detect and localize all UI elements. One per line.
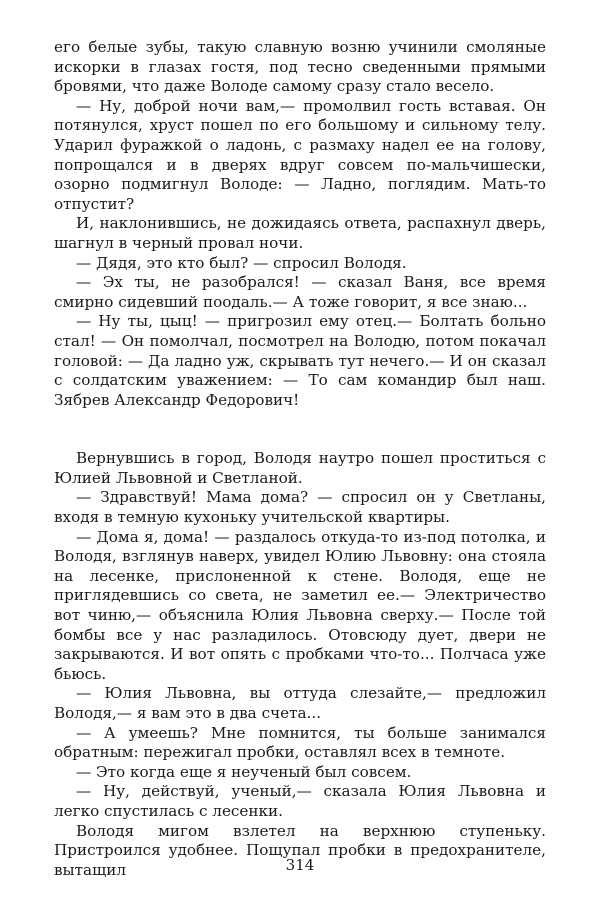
paragraph: И, наклонившись, не дожидаясь ответа, распахнул дверь, шагнул в черный провал ночи. xyxy=(54,214,546,252)
paragraph: — Ну, действуй, ученый,— сказала Юлия Львовна и легко спустилась с лесенки. xyxy=(54,782,546,820)
section-2 xyxy=(54,449,546,880)
paragraph: — А умеешь? Мне помнится, ты больше занимался обратным: пережигал пробки, оставлял всех в темноте. xyxy=(54,723,546,762)
paragraph: — Дома я, дома! — раздалось откуда-то из-под потолка, и Володя, взглянув наверх, увидел Юлию Львовну: она стояла на лесенке, прислоненной к стене. Володя, еще не приглядевшись со света, не заметил ее.— Электричество вот чиню,— объяснила Юлия Львовна сверху.— После той бомбы все у нас разладилось. Отовсюду дует, двери не закрываются. И вот опять с пробками что-то... Полчаса уже бьюсь. xyxy=(54,527,546,683)
paragraph: — Здравствуй! Мама дома? — спросил он у Светланы, входя в темную кухоньку учительской квартиры. xyxy=(54,488,546,527)
paragraph: Володя мигом взлетел на верхнюю ступеньку. Пристроился удобнее. Пощупал пробки в предохранителе, вытащил xyxy=(54,821,546,879)
paragraph: — Ну, доброй ночи вам,— промолвил гость вставая. Он потянулся, хруст пошел по его большому и сильному телу. Ударил фуражкой о ладонь, с размаху надел ее на голову, попрощался и в дверях вдруг совсем по-мальчишески, озорно подмигнул Володе: — Ладно, поглядим. Мать-то отпустит? xyxy=(54,96,546,213)
section-break xyxy=(54,410,546,449)
paragraph: — Дядя, это кто был? — спросил Володя. xyxy=(76,253,407,272)
page-number: 314 xyxy=(285,856,315,874)
paragraph: — Ну ты, цыц! — пригрозил ему отец.— Болтать больно стал! — Он помолчал, посмотрел на Володю, потом покачал головой: — Да ладно уж, скрывать тут нечего.— И он сказал с солдатским уважением: — То сам командир был наш. Зябрев Александр Федорович! xyxy=(54,312,546,409)
paragraph: — Это когда еще я неученый был совсем. xyxy=(76,762,412,781)
page-body xyxy=(54,38,546,880)
section-1 xyxy=(54,38,546,410)
paragraph: Вернувшись в город, Володя наутро пошел проститься с Юлией Львовной и Светланой. xyxy=(54,449,546,487)
paragraph: — Юлия Львовна, вы оттуда слезайте,— предложил Володя,— я вам это в два счета... xyxy=(54,684,546,722)
paragraph: его белые зубы, такую славную возню учинили смоляные искорки в глазах гостя, под тесно сведенными прямыми бровями, что даже Володе самому сразу стало весело. xyxy=(54,38,546,96)
paragraph: — Эх ты, не разобрался! — сказал Ваня, все время смирно сидевший поодаль.— А тоже говорит, я все знаю... xyxy=(54,273,546,311)
